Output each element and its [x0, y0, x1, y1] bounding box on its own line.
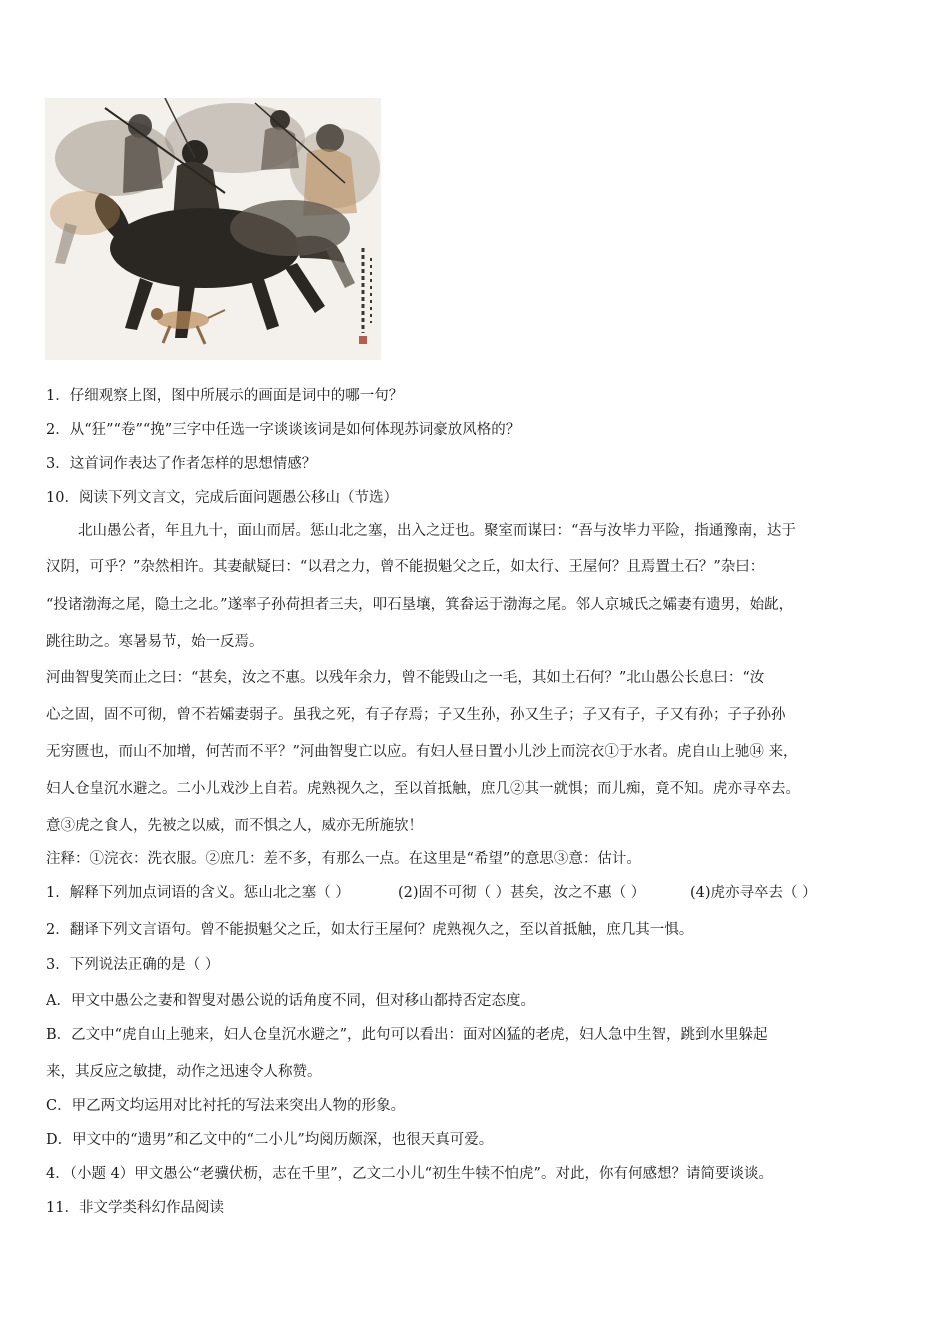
passage2-line-5: 意③虎之食人，先被之以威，而不惧之人，威亦无所施欤！ [46, 818, 423, 834]
sub-question-2: 2．翻译下列文言语句。曾不能损魁父之丘，如太行王屋何？虎熟视久之，至以首抵触，庶几其一惧。 [46, 922, 694, 938]
option-b-line-1: B．乙文中“虎自山上驰来，妇人仓皇沉水避之”，此句可以看出：面对凶猛的老虎，妇人急中生智，跳到水里躲起 [46, 1027, 768, 1043]
sub-question-1b: (2)固不可彻（ ）甚矣，汝之不惠（ ） [398, 885, 646, 901]
sub-question-1c: (4)虎亦寻卒去（ ） [690, 885, 817, 901]
option-d: D．甲文中的“遗男”和乙文中的“二小儿”均阅历颇深，也很天真可爱。 [46, 1132, 494, 1148]
passage-line-3: “投诸渤海之尾，隐土之北。”遂率子孙荷担者三夫，叩石垦壤，箕畚运于渤海之尾。邻人京城氏之孀妻有遗男，始龀， [46, 597, 794, 613]
section-11-heading: 11．非文学类科幻作品阅读 [46, 1200, 224, 1216]
passage2-line-3: 无穷匮也，而山不加增，何苦而不平？”河曲智叟亡以应。有妇人昼日置小儿沙上而浣衣①于水者。虎自山上驰⑭ 来， [46, 744, 798, 760]
passage-line-2: 汉阴，可乎？”杂然相许。其妻献疑曰：“以君之力，曾不能损魁父之丘，如太行、王屋何？且焉置土石？”杂曰： [46, 559, 765, 575]
sub-question-3: 3．下列说法正确的是（ ） [46, 957, 220, 973]
option-c: C．甲乙两文均运用对比衬托的写法来突出人物的形象。 [46, 1098, 406, 1114]
passage2-line-1: 河曲智叟笑而止之曰：“甚矣，汝之不惠。以残年余力，曾不能毁山之一毛，其如土石何？”北山愚公长息曰：“汝 [46, 670, 765, 686]
question-1: 1．仔细观察上图，图中所展示的画面是词中的哪一句？ [46, 388, 404, 404]
illustration-figure [45, 98, 381, 360]
annotation-notes: 注释：①浣衣：洗衣服。②庶几：差不多，有那么一点。在这里是“希望”的意思③意：估计。 [46, 851, 641, 867]
question-3: 3．这首词作表达了作者怎样的思想情感？ [46, 456, 317, 472]
passage-line-4: 跳往助之。寒暑易节，始一反焉。 [46, 634, 264, 650]
sub-question-1a: 1．解释下列加点词语的含义。惩山北之塞（ ） [46, 885, 350, 901]
ink-painting-horsemen [45, 98, 381, 360]
option-b-line-2: 来，其反应之敏捷，动作之迅速令人称赞。 [46, 1064, 322, 1080]
passage-line-1: 北山愚公者，年且九十，面山而居。惩山北之塞，出入之迂也。聚室而谋曰：“吾与汝毕力平险，指通豫南，达于 [78, 523, 796, 539]
option-a: A．甲文中愚公之妻和智叟对愚公说的话角度不同，但对移山都持否定态度。 [46, 993, 535, 1009]
section-10-heading: 10．阅读下列文言文，完成后面问题愚公移山（节选） [46, 490, 398, 506]
passage2-line-4: 妇人仓皇沉水避之。二小儿戏沙上自若。虎熟视久之，至以首抵触，庶几②其一就惧；而儿痴，竟不知。虎亦寻卒去。 [46, 781, 800, 797]
passage2-line-2: 心之固，固不可彻，曾不若孀妻弱子。虽我之死，有子存焉；子又生孙，孙又生子；子又有子，子又有孙；子子孙孙 [46, 707, 786, 723]
question-2: 2．从“狂”“卷”“挽”三字中任选一字谈谈该词是如何体现苏词豪放风格的？ [46, 422, 521, 438]
sub-question-4: 4．（小题 4）甲文愚公“老骥伏枥，志在千里”，乙文二小儿“初生牛犊不怕虎”。对此，你有何感想？请简要谈谈。 [46, 1166, 773, 1182]
